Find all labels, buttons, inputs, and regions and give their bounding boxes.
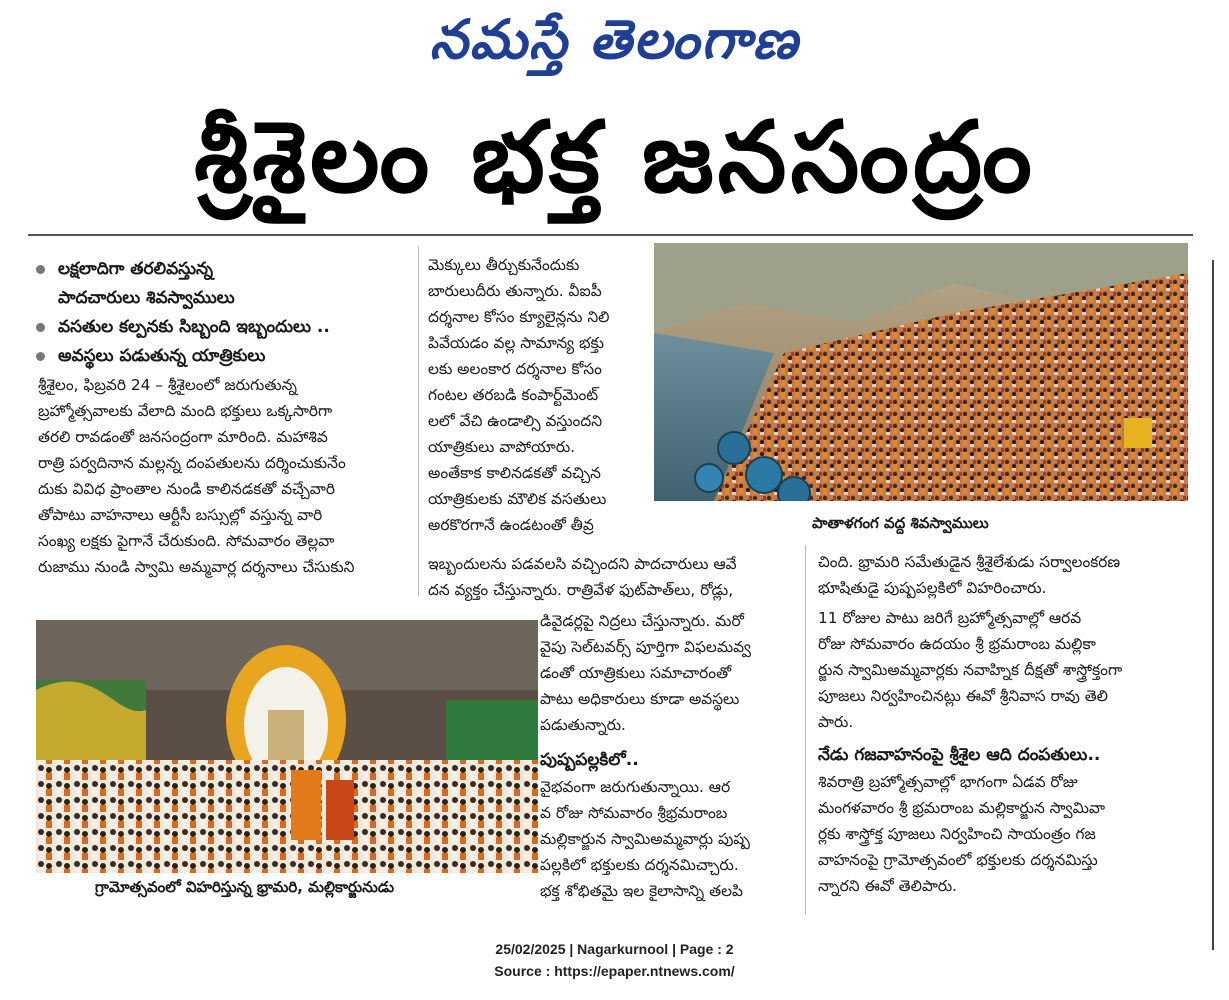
text-line: తరలి రావడంతో జనసంద్రంగా మారింది. మహాశివ	[38, 428, 328, 446]
text-line: మల్లికార్జున స్వామిఅమ్మవార్లు పుష్ప	[540, 830, 750, 848]
page-headline: శ్రీశైలం భక్త జనసంద్రం	[194, 101, 1036, 215]
text-line: భూషితుడై పుష్పపల్లకిలో విహరించారు.	[818, 579, 1047, 597]
text-line: ర్జున స్వామిఅమ్మవార్లకు నవాహ్నిక దీక్షతో శాస్త్రోక్తంగా	[818, 661, 1123, 679]
text-line: యాత్రికులు వాపోయారు.	[428, 438, 576, 456]
column-divider	[418, 246, 419, 596]
text-line: ర్లకు శాస్త్రోక్త పూజలు నిర్వహించి సాయంత్రం గజ	[818, 825, 1096, 843]
text-line: మెక్కులు తీర్చుకునేందుకు	[428, 256, 580, 274]
article-column-1	[38, 372, 410, 580]
text-line: మంగళవారం శ్రీ భ్రమరాంబ మల్లికార్జున స్వామివా	[818, 799, 1105, 817]
text-line: లలో వేచి ఉండాల్సి వస్తుందని	[428, 412, 603, 430]
text-line: వైపు సెల్‌టవర్స్ పూర్తిగా విఫలమవ్వ	[540, 638, 751, 656]
text-line: వాహనంపై గ్రామోత్సవంలో భక్తులకు దర్శనమిస్తు	[818, 851, 1098, 869]
article-column-3	[818, 549, 1193, 899]
text-line: బారులుదీరు తున్నారు. వీఐపీ	[428, 282, 602, 300]
text-line: డివైడర్లపై నిద్రలు చేస్తున్నారు. మరో	[540, 612, 744, 630]
summary-bullets	[36, 255, 406, 371]
text-line: పూజలు నిర్వహించినట్లు ఈవో శ్రీనివాస రావు తెలి	[818, 687, 1108, 705]
text-line: బ్రహ్మోత్సవాలకు వేలాది మంది భక్తులు ఒక్కసారిగా	[38, 402, 333, 420]
photo-pathalaganga-crowd	[654, 243, 1188, 501]
text-line: భక్త శోభితమై ఇల కైలాసాన్ని తలపి	[540, 882, 743, 900]
text-line: తోపాటు వాహనాలు ఆర్టీసీ బస్సుల్లో వస్తున్న వారి	[38, 506, 323, 524]
text-line: పివేయడం వల్ల సామాన్య భక్తు	[428, 334, 604, 352]
text-line: రాత్రి పర్వదినాన మల్లన్న దంపతులను దర్శించుకునేం	[38, 454, 346, 472]
article-column-2	[428, 252, 642, 538]
footer-source: Source : https://epaper.ntnews.com/	[494, 963, 735, 979]
text-line: శివరాత్రి బ్రహ్మోత్సవాల్లో భాగంగా ఏడవ రోజు	[818, 773, 1078, 791]
text-line: న్నారని ఈవో తెలిపారు.	[818, 877, 958, 895]
text-line: లకు అలంకార దర్శనాల కోసం	[428, 360, 602, 378]
text-line: దన వ్యక్తం చేస్తున్నారు. రాత్రివేళ ఫుట్‌పాత్‌లు, రోడ్లు,	[428, 581, 734, 599]
text-line: దుకు వివిధ ప్రాంతాల నుండి కాలినడకతో వచ్చేవారి	[38, 480, 336, 498]
text-line: రుజాము నుండి స్వామి అమ్మవార్ల దర్శనాలు చేసుకుని	[38, 558, 355, 576]
bullet-dot-icon	[36, 323, 45, 332]
photo-grama-utsavam	[36, 620, 538, 873]
text-line: పడుతున్నారు.	[540, 716, 626, 734]
text-line: అరకొరగానే ఉండటంతో తీవ్ర	[428, 516, 594, 534]
text-line: యాత్రికులకు మౌలిక వసతులు	[428, 490, 607, 508]
text-line: పల్లకిలో భక్తులకు దర్శనమిచ్చారు.	[540, 856, 739, 874]
footer-date-edition: 25/02/2025 | Nagarkurnool | Page : 2	[495, 941, 734, 957]
column-divider	[805, 545, 806, 915]
headline-divider	[28, 234, 1193, 236]
article-column-2-continued	[428, 551, 788, 603]
bullet-dot-icon	[36, 265, 45, 274]
page-edge-line	[1212, 260, 1214, 950]
text-line: సంఖ్య లక్షకు పైగానే చేరుకుంది. సోమవారం తెల్లవా	[38, 532, 335, 550]
text-line: డంతో యాత్రికులు సమాచారంతో	[540, 664, 732, 682]
masthead-logo: నమస్తే తెలంగాణ	[429, 8, 800, 71]
photo-caption-bottom: గ్రామోత్సవంలో విహరిస్తున్న భ్రామరి, మల్లికార్జునుడు	[95, 878, 395, 896]
text-line: ఇబ్బందులను పడవలసి వచ్చిందని పాదచారులు ఆవే	[428, 555, 737, 573]
text-line: రోజు సోమవారం ఉదయం శ్రీ భ్రమరాంబ మల్లికా	[818, 635, 1096, 653]
bullet-dot-icon	[36, 352, 45, 361]
bullet-item-continued: పాదచారులు శివస్వాములు	[58, 288, 235, 308]
bullet-item: వసతుల కల్పనకు సిబ్బంది ఇబ్బందులు ..	[36, 313, 406, 342]
text-line: గంటల తరబడి కంపార్ట్‌మెంట్	[428, 386, 599, 404]
text-line: చింది. భ్రామరి సమేతుడైన శ్రీశైలేశుడు సర్వాలంకరణ	[818, 553, 1121, 571]
text-line: వ రోజు సోమవారం శ్రీభ్రమరాంబ	[540, 804, 728, 822]
subheading-pushpa-pallaki: పుష్పపల్లకిలో..	[540, 750, 639, 770]
bullet-item: లక్షలాదిగా తరలివస్తున్న	[36, 255, 406, 284]
text-line: వైభవంగా జరుగుతున్నాయి. ఆర	[540, 778, 731, 796]
subheading-gaja-vahanam: నేడు గజవాహనంపై శ్రీశైల ఆది దంపతులు..	[818, 745, 1101, 765]
text-line: శ్రీశైలం, ఫిబ్రవరి 24 – శ్రీశైలంలో జరుగుతున్న	[38, 376, 297, 394]
article-column-2-lower	[540, 608, 790, 904]
text-line: దర్శనాల కోసం క్యూలైన్లను నిలి	[428, 308, 610, 326]
text-line: పాటు అధికారులు కూడా అవస్థలు	[540, 690, 740, 708]
text-line: పారు.	[818, 713, 854, 731]
text-line: అంతేకాక కాలినడకతో వచ్చిన	[428, 464, 601, 482]
text-line: 11 రోజుల పాటు జరిగే బ్రహ్మోత్సవాల్లో ఆరవ	[818, 609, 1082, 627]
bullet-item: అవస్థలు పడుతున్న యాత్రికులు	[36, 342, 406, 371]
photo-caption-top: పాతాళగంగ వద్ద శివస్వాములు	[812, 514, 989, 532]
